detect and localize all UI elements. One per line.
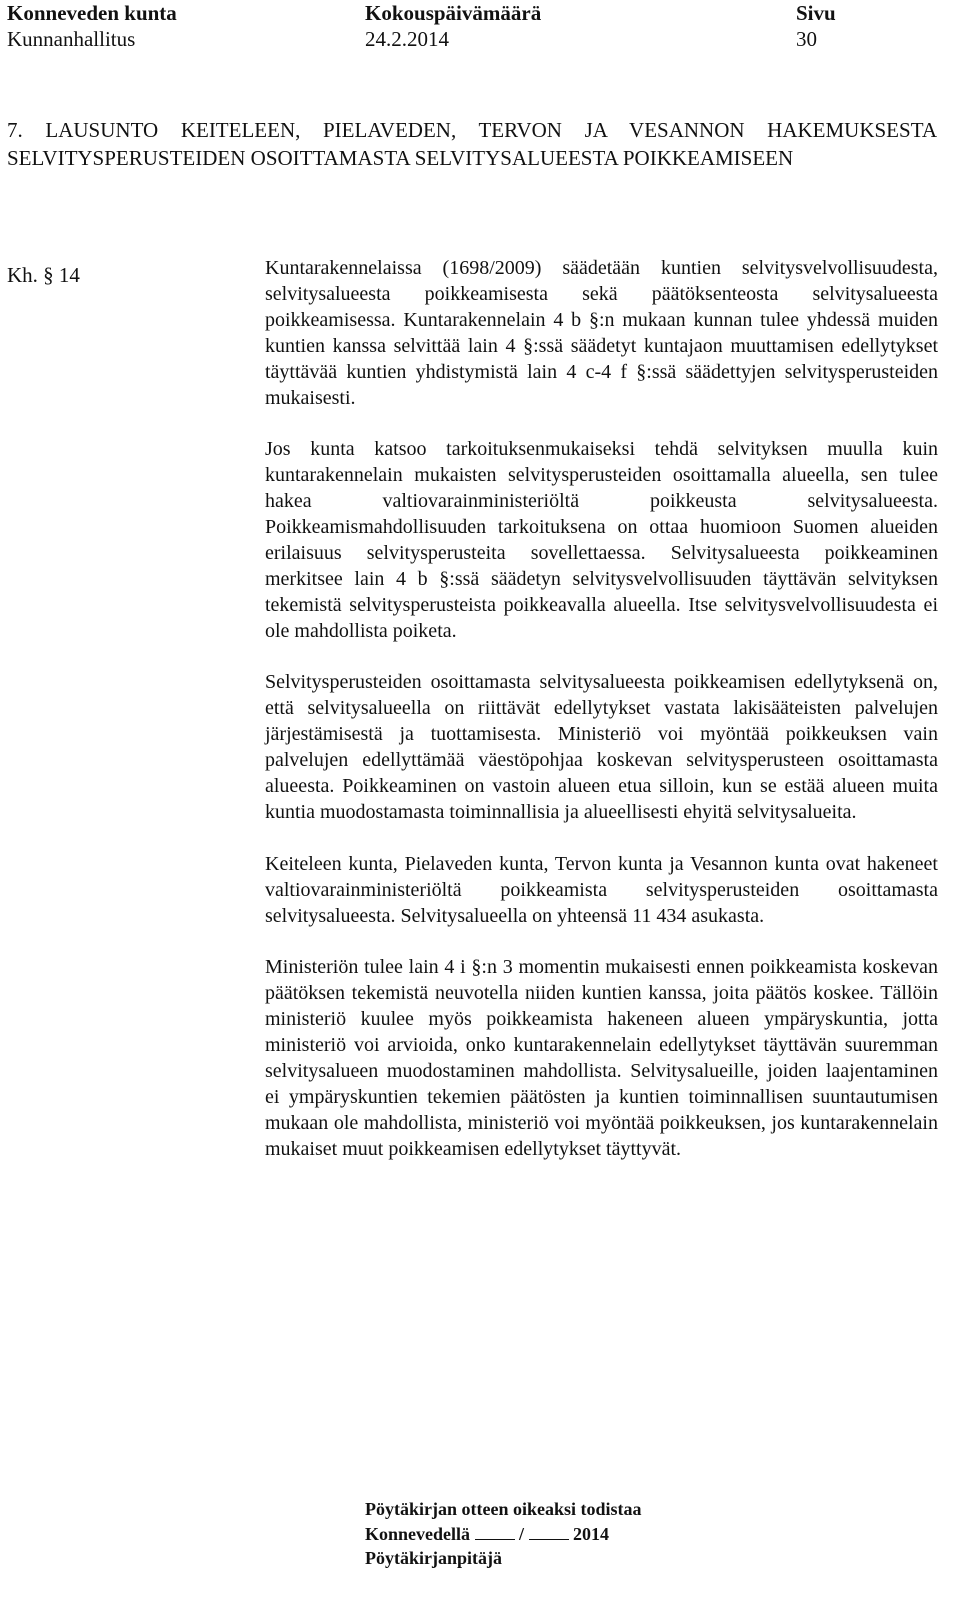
page-number: 30 bbox=[796, 27, 817, 51]
certification-line: Pöytäkirjan otteen oikeaksi todistaa bbox=[365, 1499, 642, 1519]
item-reference: Kh. § 14 bbox=[7, 263, 80, 287]
meeting-date-label: Kokouspäivämäärä bbox=[365, 1, 542, 25]
certification-place-date bbox=[365, 1521, 642, 1546]
paragraph: Keiteleen kunta, Pielaveden kunta, Tervon kunta ja Vesannon kunta ovat hakeneet valtiovarainministeriöltä poikkeamista selvitysperusteiden osoittamasta selvitysalueesta. Selvitysalueella on yhteensä 11 434 asukasta. bbox=[265, 852, 938, 927]
document-body bbox=[265, 256, 938, 1163]
page-label: Sivu bbox=[796, 1, 836, 25]
month-blank bbox=[529, 1521, 569, 1540]
meeting-date: 24.2.2014 bbox=[365, 27, 449, 51]
certification-place: Konnevedellä bbox=[365, 1524, 471, 1544]
date-separator: / bbox=[519, 1524, 525, 1544]
paragraph: Kuntarakennelaissa (1698/2009) säädetään kuntien selvitysvelvollisuudesta, selvitysalueesta poikkeamisesta sekä päätöksenteosta selvitysalueesta poikkeamisessa. Kuntarakennelain 4 b §:n mukaan kunnan tulee yhdessä muiden kuntien kanssa selvittää lain 4 §:ssä säädetyt kuntajaon muuttamisen edellytykset täyttävää kuntien yhdistymistä lain 4 c-4 f §:ssä säädettyjen selvitysperusteiden mukaisesti. bbox=[265, 257, 938, 409]
governing-body: Kunnanhallitus bbox=[7, 27, 136, 51]
certification-year: 2014 bbox=[573, 1524, 610, 1544]
day-blank bbox=[475, 1521, 515, 1540]
section-title: 7. LAUSUNTO KEITELEEN, PIELAVEDEN, TERVON JA VESANNON HAKEMUKSESTA SELVITYSPERUSTEIDEN OSOITTAMASTA SELVITYSALUEESTA POIKKEAMISEEN bbox=[7, 118, 937, 170]
paragraph: Selvitysperusteiden osoittamasta selvitysalueesta poikkeamisen edellytyksenä on, että selvitysalueella on riittävät edellytykset vastata lakisääteisten palvelujen järjestämisestä ja tuottamisesta. Ministeriö voi myöntää poikkeuksen vain palvelujen edellyttämää väestöpohjaa koskevan selvitysperusteen osoittamasta alueesta. Poikkeaminen on vastoin alueen etua silloin, kun se estää alueen muita kuntia muodostamasta toiminnallisia ja alueellisesti ehyitä selvitysalueita. bbox=[265, 671, 938, 823]
minute-taker-label: Pöytäkirjanpitäjä bbox=[365, 1548, 502, 1568]
paragraph: Jos kunta katsoo tarkoituksenmukaiseksi tehdä selvityksen muulla kuin kuntarakennelain mukaisten selvitysperusteiden osoittamalla alueella, sen tulee hakea valtiovarainministeriöltä poikkeusta selvitysalueesta. Poikkeamismahdollisuuden tarkoituksena on ottaa huomioon Suomen alueiden erilaisuus selvitysperusteita sovellettaessa. Selvitysalueesta poikkeaminen merkitsee lain 4 b §:ssä säädetyn selvitysvelvollisuuden täyttävän selvityksen tekemistä selvitysperusteista poikkeavalla alueella. Itse selvitysvelvollisuudesta ei ole mahdollista poiketa. bbox=[265, 438, 938, 642]
certification-footer bbox=[365, 1497, 642, 1570]
municipality-name: Konneveden kunta bbox=[7, 1, 177, 25]
paragraph: Ministeriön tulee lain 4 i §:n 3 momentin mukaisesti ennen poikkeamista koskevan päätöksen tekemistä neuvotella niiden kuntien kanssa, joita päätös koskee. Tällöin ministeriö kuulee myös poikkeamista hakeneen alueen ympäryskuntia, jotta ministeriö voi arvioida, onko kuntarakennelain edellytykset täyttävän suuremman selvitysalueen muodostaminen mahdollista. Selvitysalueille, joiden laajentaminen ei ympäryskuntien tekemien päätösten ja kuntien toiminnallisen suuntautumisen mukaan ole mahdollista, ministeriö voi myöntää poikkeuksen, jos kuntarakennelain mukaiset muut poikkeamisen edellytykset täyttyvät. bbox=[265, 956, 938, 1160]
